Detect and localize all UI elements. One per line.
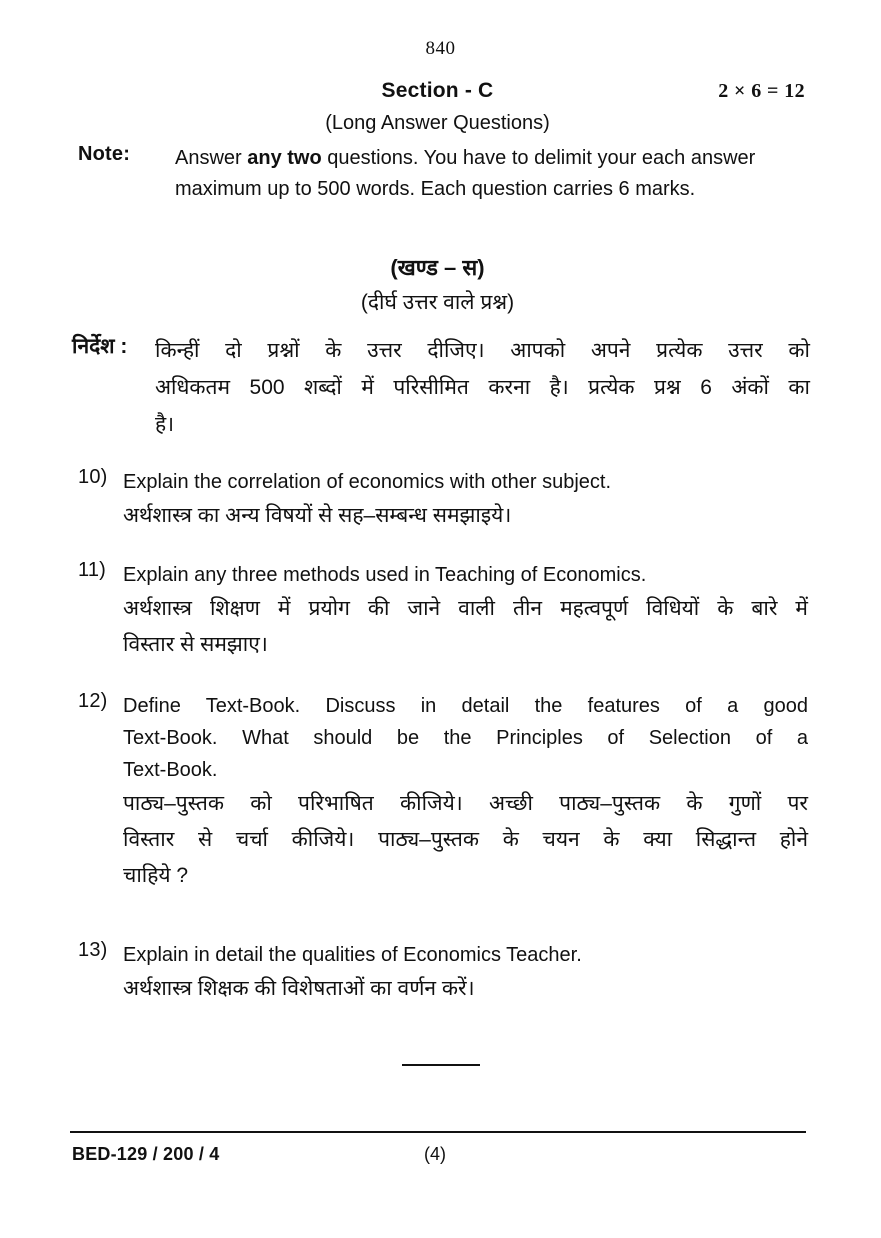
question-12-hindi-line-3: चाहिये ? xyxy=(123,864,189,887)
hindi-section-subtitle: (दीर्घ उत्तर वाले प्रश्न) xyxy=(360,291,515,314)
footer-paper-code: BED-129 / 200 / 4 xyxy=(72,1144,220,1164)
question-12-english-line-3: Text-Book. xyxy=(123,759,218,781)
section-end-divider xyxy=(402,1064,480,1066)
question-13-body xyxy=(123,939,808,1007)
question-12 xyxy=(78,690,808,894)
question-12-hindi-line-2: विस्तार से चर्चा कीजिये। पाठ्य–पुस्तक के चयन के क्या सिद्धान्त होने xyxy=(123,828,808,851)
note-block xyxy=(78,143,808,205)
question-13-english: Explain in detail the qualities of Economics Teacher. xyxy=(123,944,582,966)
nirdesh-label: निर्देश : xyxy=(72,335,128,358)
question-11-hindi-line-1: अर्थशास्त्र शिक्षण में प्रयोग की जाने वाली तीन महत्वपूर्ण विधियों के बारे में xyxy=(123,597,808,620)
hindi-section-title: (खण्ड – स) xyxy=(390,255,485,280)
question-10 xyxy=(78,466,808,534)
footer-divider xyxy=(70,1131,806,1133)
nirdesh-line-1: किन्हीं दो प्रश्नों के उत्तर दीजिए। आपको अपने प्रत्येक उत्तर को xyxy=(155,339,810,362)
question-11-body xyxy=(123,559,808,663)
question-11 xyxy=(78,559,808,663)
note-text-part2: questions. You have to delimit your each answer maximum up to 500 words. Each question carries 6 marks. xyxy=(175,147,756,200)
footer-page-number: (4) xyxy=(424,1144,446,1164)
section-heading-row xyxy=(70,79,805,107)
note-label: Note: xyxy=(78,143,131,165)
nirdesh-body xyxy=(155,332,810,443)
question-12-number: 12) xyxy=(78,690,108,712)
question-11-english: Explain any three methods used in Teaching of Economics. xyxy=(123,564,647,586)
page-number-top: 840 xyxy=(425,38,456,59)
question-12-hindi-line-1: पाठ्य–पुस्तक को परिभाषित कीजिये। अच्छी पाठ्य–पुस्तक के गुणों पर xyxy=(123,792,808,815)
question-10-hindi: अर्थशास्त्र का अन्य विषयों से सह–सम्बन्ध समझाइये। xyxy=(123,504,512,527)
question-13-hindi: अर्थशास्त्र शिक्षक की विशेषताओं का वर्णन करें। xyxy=(123,977,475,1000)
question-13-number: 13) xyxy=(78,939,108,961)
question-12-english-line-1: Define Text-Book. Discuss in detail the features of a good xyxy=(123,695,808,717)
question-12-english-line-2: Text-Book. What should be the Principles of Selection of a xyxy=(123,727,808,749)
question-12-hindi xyxy=(123,786,808,894)
note-text-emphasis: any two xyxy=(247,147,322,169)
question-12-english xyxy=(123,690,808,786)
question-13 xyxy=(78,939,808,1007)
nirdesh-line-2: अधिकतम 500 शब्दों में परिसीमित करना है। प्रत्येक प्रश्न 6 अंकों का xyxy=(155,376,810,399)
question-10-number: 10) xyxy=(78,466,108,488)
question-10-body xyxy=(123,466,808,534)
question-11-hindi-line-2: विस्तार से समझाए। xyxy=(123,633,268,656)
note-text-part1: Answer xyxy=(175,147,248,169)
question-12-body xyxy=(123,690,808,894)
section-marks: 2 × 6 = 12 xyxy=(718,80,805,102)
question-11-number: 11) xyxy=(78,559,107,581)
question-10-english: Explain the correlation of economics with other subject. xyxy=(123,471,612,493)
section-title: Section - C xyxy=(381,79,494,102)
question-11-hindi xyxy=(123,591,808,663)
nirdesh-line-3: है। xyxy=(155,413,175,436)
section-subtitle: (Long Answer Questions) xyxy=(325,112,550,134)
note-body xyxy=(175,143,808,205)
nirdesh-block xyxy=(72,332,810,443)
